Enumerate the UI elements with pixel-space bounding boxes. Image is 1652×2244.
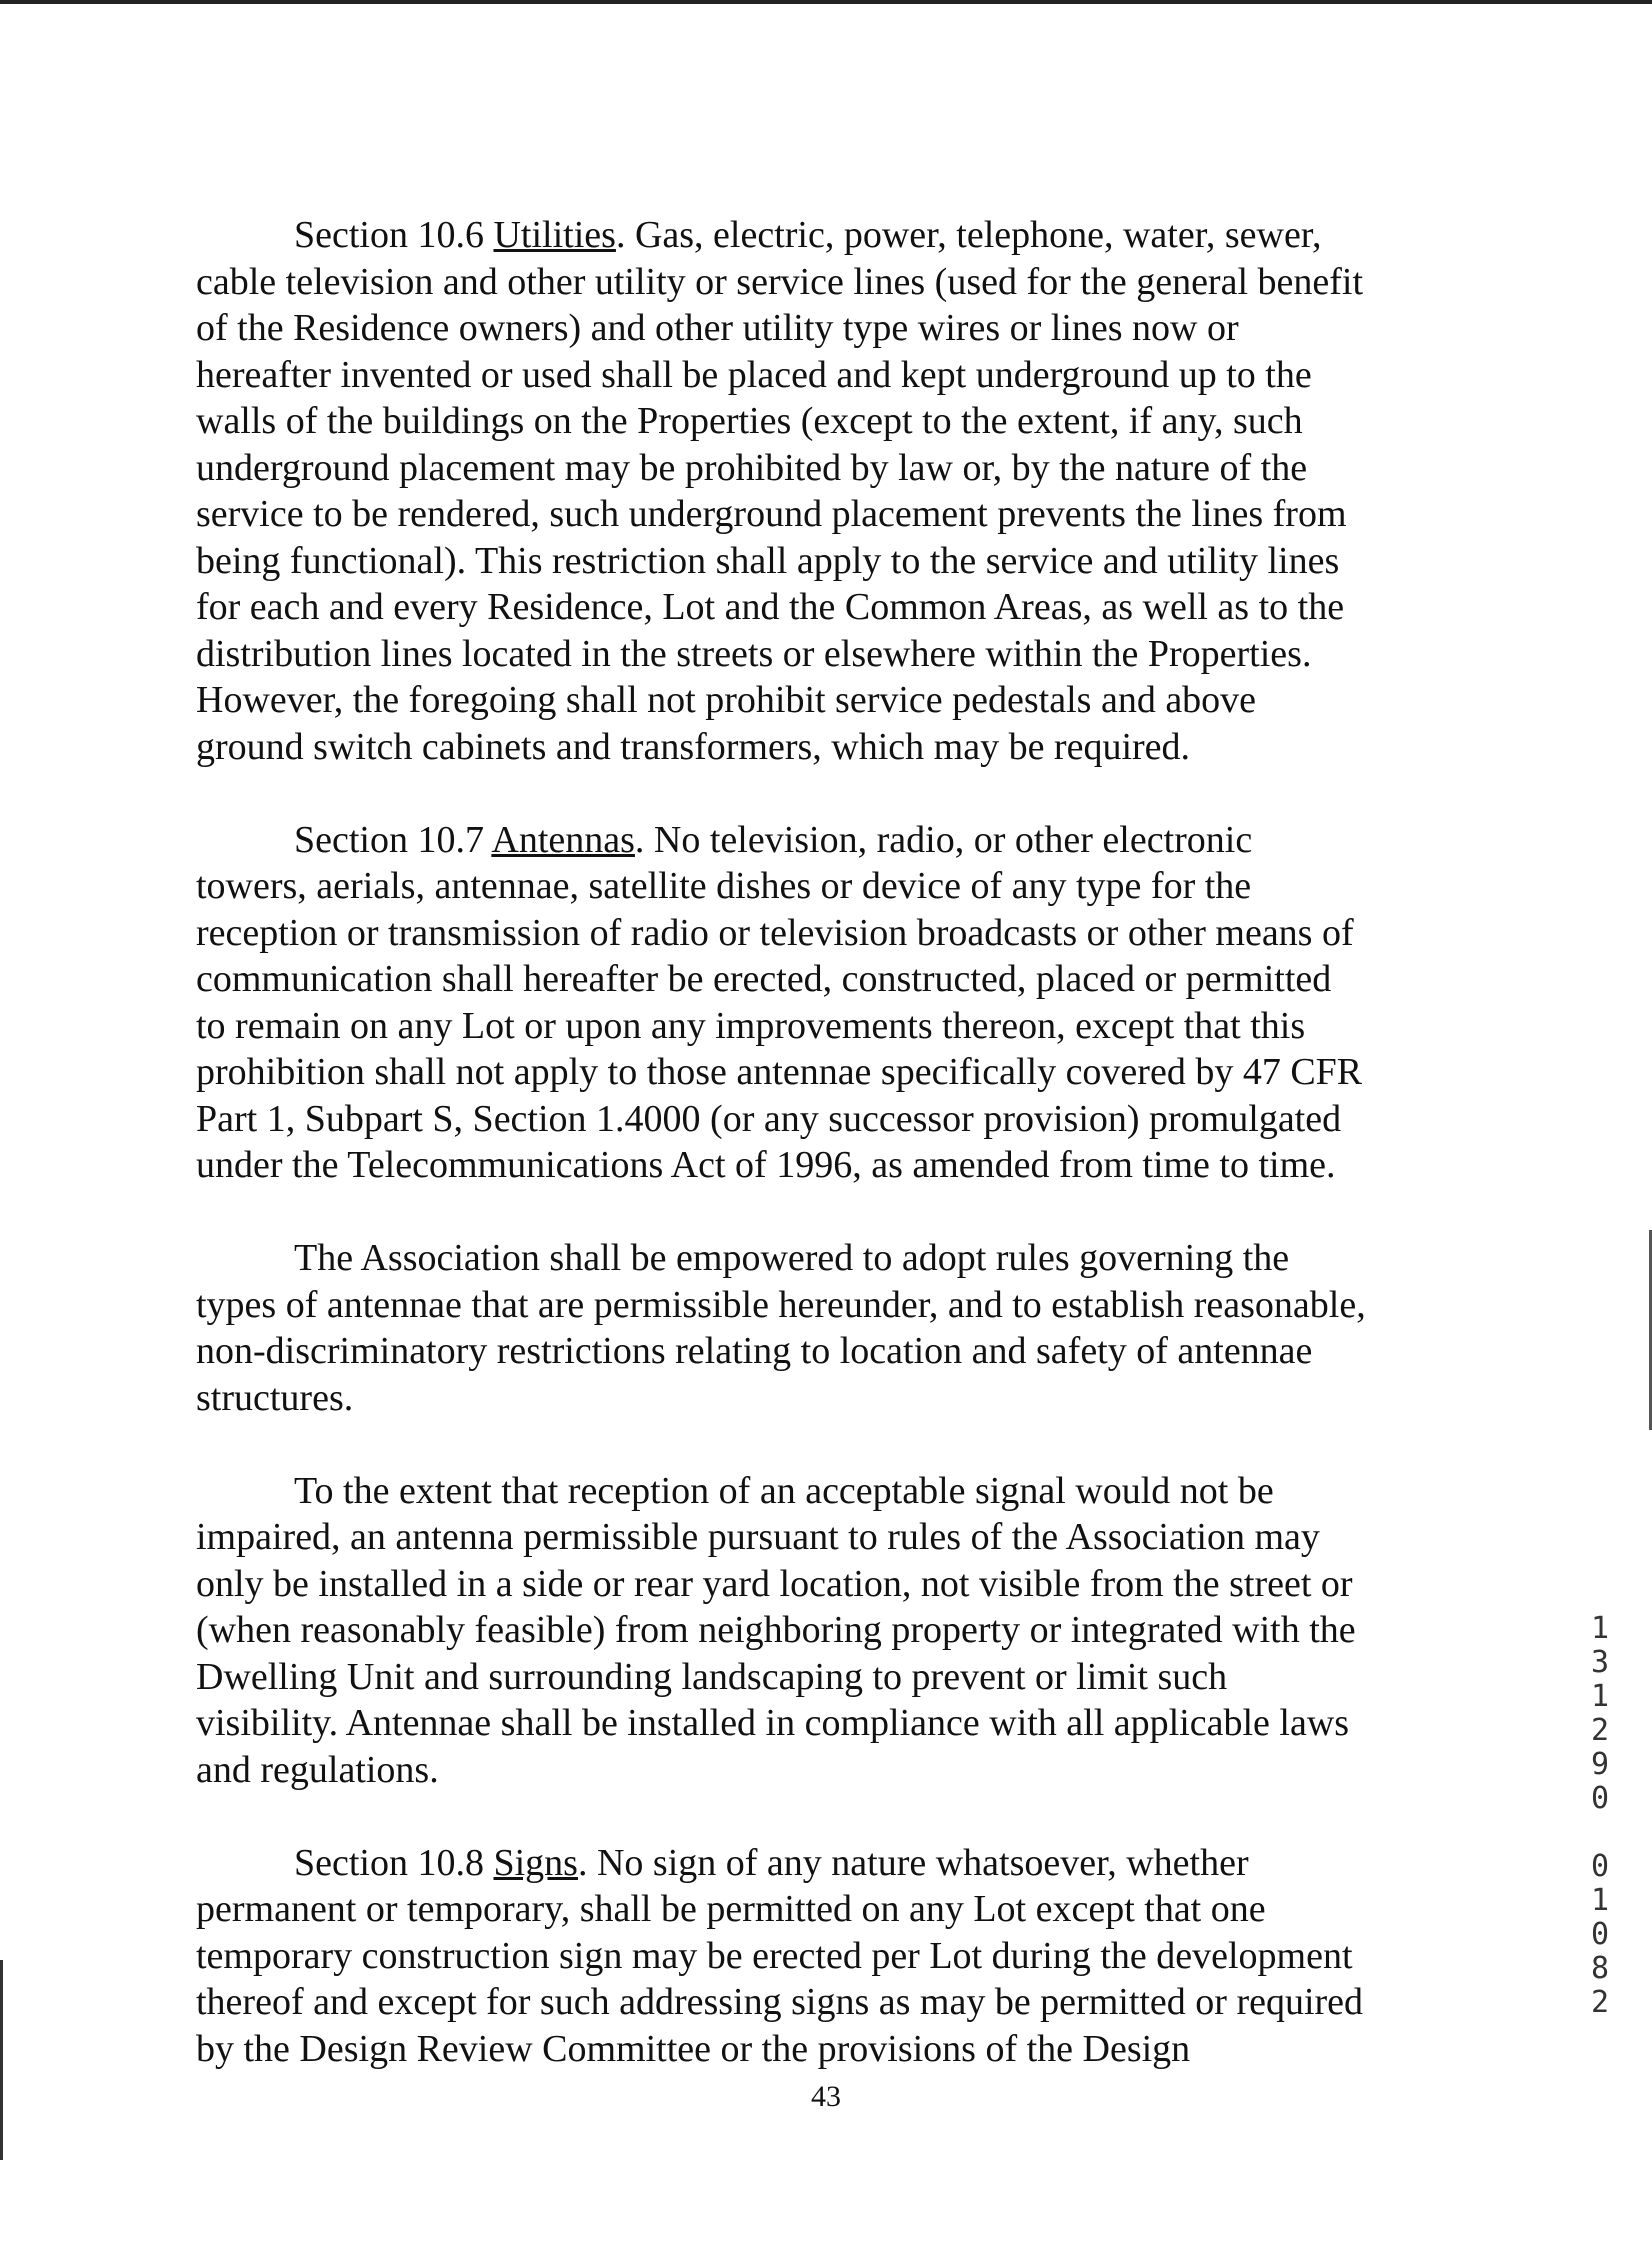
section-10-6-number: Section 10.6: [294, 214, 494, 256]
section-10-6-text: . Gas, electric, power, telephone, water, sewer, cable television and other utility or service lines (used for the general benefit of the Residence owners) and other utility type wires or lines now or hereafter invented or used shall be placed and kept underground up to the walls of the buildings on the Properties (except to the extent, if any, such underground placement may be prohibited by law or, by the nature of the service to be rendered, such underground placement prevents the lines from being functional). This restriction shall apply to the service and utility lines for each and every Residence, Lot and the Common Areas, as well as to the distribution lines located in the streets or elsewhere within the Properties. However, the foregoing shall not prohibit service pedestals and above ground switch cabinets and transformers, which may be required.: [196, 214, 1364, 768]
antenna-placement-text: To the extent that reception of an acceptable signal would not be impaired, an antenna permissible pursuant to rules of the Association may only be installed in a side or rear yard location, not visible from the street or (when reasonably feasible) from neighboring property or integrated with the Dwelling Unit and surrounding landscaping to prevent or limit such visibility. Antennae shall be installed in compliance with all applicable laws and regulations.: [196, 1469, 1356, 1791]
document-body: [196, 212, 1416, 2119]
section-10-8-title: Signs: [493, 1841, 578, 1884]
antenna-placement-paragraph: [196, 1468, 1416, 1794]
section-10-6-paragraph: [196, 212, 1416, 770]
section-10-8-text: . No sign of any nature whatsoever, whether permanent or temporary, shall be permitted on any Lot except that one temporary construction sign may be erected per Lot during the development thereof and except for such addressing signs as may be permitted or required by the Design Review Committee or the provisions of the Design: [196, 1841, 1364, 2070]
scan-left-edge-mark: [0, 1960, 3, 2160]
section-10-6-title: Utilities: [493, 214, 616, 256]
page-number: 43: [811, 2080, 841, 2113]
section-10-7-paragraph: [196, 817, 1416, 1189]
antenna-rules-text: The Association shall be empowered to adopt rules governing the types of antennae that are permissible hereunder, and to establish reasonable, non-discriminatory restrictions relating to location and safety of antennae structures.: [196, 1237, 1366, 1419]
section-10-7-number: Section 10.7: [294, 818, 492, 861]
scan-top-edge: [0, 0, 1652, 4]
margin-recording-stamp: 1 3 1 2 9 0 0 1 0 8 2: [1590, 1611, 1610, 2020]
section-10-7-title: Antennas: [491, 818, 635, 861]
section-10-7-text: . No television, radio, or other electronic towers, aerials, antennae, satellite dishes or device of any type for the reception or transmission of radio or television broadcasts or other means of communication shall hereafter be erected, constructed, placed or permitted to remain on any Lot or upon any improvements thereon, except that this prohibition shall not apply to those antennae specifically covered by 47 CFR Part 1, Subpart S, Section 1.4000 (or any successor provision) promulgated under the Telecommunications Act of 1996, as amended from time to time.: [196, 818, 1363, 1186]
antenna-rules-paragraph: [196, 1235, 1416, 1421]
section-10-8-number: Section 10.8: [294, 1841, 494, 1884]
section-10-8-paragraph: [196, 1840, 1416, 2073]
